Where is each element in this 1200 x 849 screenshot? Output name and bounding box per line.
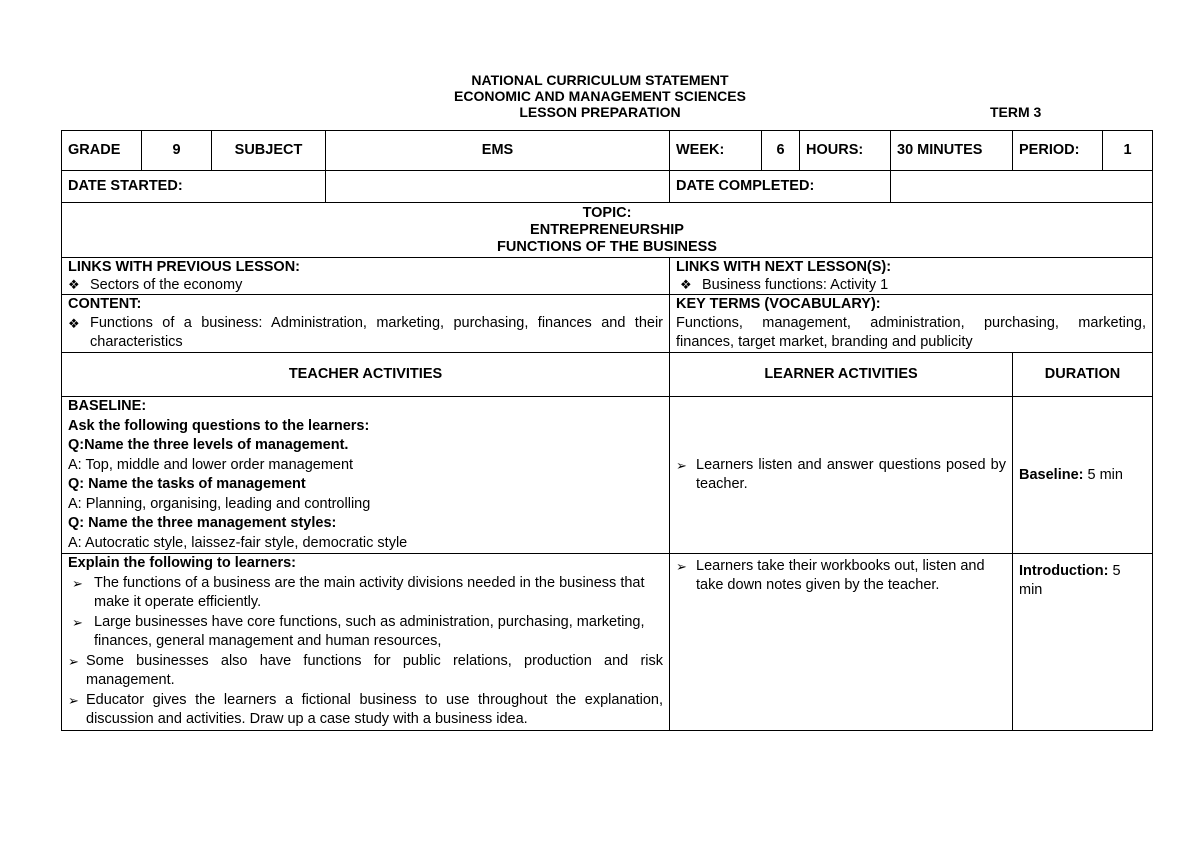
baseline-learner-text: Learners listen and answer questions posed by teacher. bbox=[696, 457, 1006, 492]
introduction-duration-label: Introduction: bbox=[1019, 563, 1109, 579]
key-terms-text: Functions, management, administration, purchasing, marketing, finances, target market, branding and publicity bbox=[676, 315, 1146, 350]
info-row bbox=[62, 131, 1153, 171]
list-item bbox=[68, 652, 663, 691]
next-lesson-cell bbox=[670, 258, 1153, 295]
subject-label: SUBJECT bbox=[212, 131, 326, 171]
arrow-bullet-icon: ➢ bbox=[68, 692, 79, 708]
column-header-row bbox=[62, 353, 1153, 397]
introduction-row bbox=[62, 554, 1153, 731]
list-item bbox=[68, 691, 663, 730]
term-label: TERM 3 bbox=[990, 104, 1042, 120]
dates-row bbox=[62, 171, 1153, 203]
date-completed-value bbox=[891, 171, 1153, 203]
baseline-learner-cell bbox=[670, 397, 1013, 554]
introduction-heading: Explain the following to learners: bbox=[68, 555, 296, 571]
content-cell bbox=[62, 295, 670, 353]
header-line-1: NATIONAL CURRICULUM STATEMENT bbox=[471, 72, 729, 88]
content-row bbox=[62, 295, 1153, 353]
document-header bbox=[0, 72, 1200, 120]
topic-line-2: FUNCTIONS OF THE BUSINESS bbox=[497, 239, 717, 255]
baseline-teacher-cell bbox=[62, 397, 670, 554]
baseline-answer-3: A: Autocratic style, laissez-fair style, democratic style bbox=[68, 534, 408, 551]
hours-value: 30 MINUTES bbox=[891, 131, 1013, 171]
date-started-value bbox=[326, 171, 670, 203]
grade-label: GRADE bbox=[62, 131, 142, 171]
lesson-plan-table bbox=[61, 130, 1153, 731]
learner-activities-header: LEARNER ACTIVITIES bbox=[670, 353, 1013, 397]
diamond-bullet-icon: ❖ bbox=[68, 277, 80, 292]
topic-cell bbox=[62, 203, 1153, 258]
period-value: 1 bbox=[1103, 131, 1153, 171]
grade-value: 9 bbox=[142, 131, 212, 171]
next-lesson-label: LINKS WITH NEXT LESSON(S): bbox=[676, 259, 892, 275]
date-completed-label: DATE COMPLETED: bbox=[670, 171, 891, 203]
introduction-item-2: Large businesses have core functions, such as administration, purchasing, marketing, finances, general management and human resources, bbox=[94, 613, 645, 649]
diamond-bullet-icon: ❖ bbox=[680, 277, 692, 292]
arrow-bullet-icon: ➢ bbox=[676, 458, 687, 473]
arrow-bullet-icon: ➢ bbox=[72, 614, 83, 630]
baseline-question-2: Q: Name the tasks of management bbox=[68, 476, 306, 492]
introduction-item-4: Educator gives the learners a fictional business to use throughout the explanation, discussion and activities. Draw up a case study with a business idea. bbox=[86, 691, 663, 727]
baseline-answer-1: A: Top, middle and lower order management bbox=[68, 456, 354, 473]
header-line-3: LESSON PREPARATION bbox=[519, 104, 681, 120]
arrow-bullet-icon: ➢ bbox=[72, 575, 83, 591]
week-label: WEEK: bbox=[670, 131, 762, 171]
content-label: CONTENT: bbox=[68, 296, 142, 312]
introduction-learner-text: Learners take their workbooks out, listen and take down notes given by the teacher. bbox=[696, 558, 985, 593]
teacher-activities-header: TEACHER ACTIVITIES bbox=[62, 353, 670, 397]
week-value: 6 bbox=[762, 131, 800, 171]
introduction-learner-cell bbox=[670, 554, 1013, 731]
duration-header: DURATION bbox=[1013, 353, 1153, 397]
baseline-duration-label: Baseline: bbox=[1019, 466, 1084, 483]
introduction-duration-cell bbox=[1013, 554, 1153, 731]
subject-value: EMS bbox=[326, 131, 670, 171]
baseline-intro: Ask the following questions to the learners: bbox=[68, 417, 370, 434]
baseline-question-1: Q:Name the three levels of management. bbox=[68, 437, 349, 453]
content-item: Functions of a business: Administration, marketing, purchasing, finances and their characteristics bbox=[90, 315, 663, 350]
hours-label: HOURS: bbox=[800, 131, 891, 171]
introduction-item-3: Some businesses also have functions for public relations, production and risk management. bbox=[86, 652, 663, 688]
baseline-heading: BASELINE: bbox=[68, 398, 147, 414]
key-terms-label: KEY TERMS (VOCABULARY): bbox=[676, 296, 881, 312]
period-label: PERIOD: bbox=[1013, 131, 1103, 171]
introduction-duration-value: 5 min bbox=[1019, 563, 1121, 598]
introduction-teacher-cell bbox=[62, 554, 670, 731]
previous-lesson-cell bbox=[62, 258, 670, 295]
topic-label: TOPIC: bbox=[582, 205, 632, 221]
links-row bbox=[62, 258, 1153, 295]
arrow-bullet-icon: ➢ bbox=[68, 653, 79, 669]
key-terms-cell bbox=[670, 295, 1153, 353]
diamond-bullet-icon: ❖ bbox=[68, 316, 80, 331]
arrow-bullet-icon: ➢ bbox=[676, 559, 687, 574]
baseline-question-3: Q: Name the three management styles: bbox=[68, 515, 337, 531]
baseline-row bbox=[62, 397, 1153, 554]
introduction-item-1: The functions of a business are the main activity divisions needed in the business that make it operate efficiently. bbox=[94, 574, 645, 610]
date-started-label: DATE STARTED: bbox=[62, 171, 326, 203]
list-item bbox=[68, 574, 663, 613]
baseline-duration-cell bbox=[1013, 397, 1153, 554]
baseline-answer-2: A: Planning, organising, leading and controlling bbox=[68, 495, 371, 512]
list-item bbox=[68, 613, 663, 652]
previous-lesson-label: LINKS WITH PREVIOUS LESSON: bbox=[68, 259, 301, 275]
previous-lesson-item: Sectors of the economy bbox=[90, 277, 243, 293]
next-lesson-item: Business functions: Activity 1 bbox=[702, 277, 889, 293]
header-line-2: ECONOMIC AND MANAGEMENT SCIENCES bbox=[454, 88, 746, 104]
baseline-duration-value: 5 min bbox=[1087, 466, 1123, 483]
topic-row bbox=[62, 203, 1153, 258]
topic-line-1: ENTREPRENEURSHIP bbox=[530, 222, 684, 238]
